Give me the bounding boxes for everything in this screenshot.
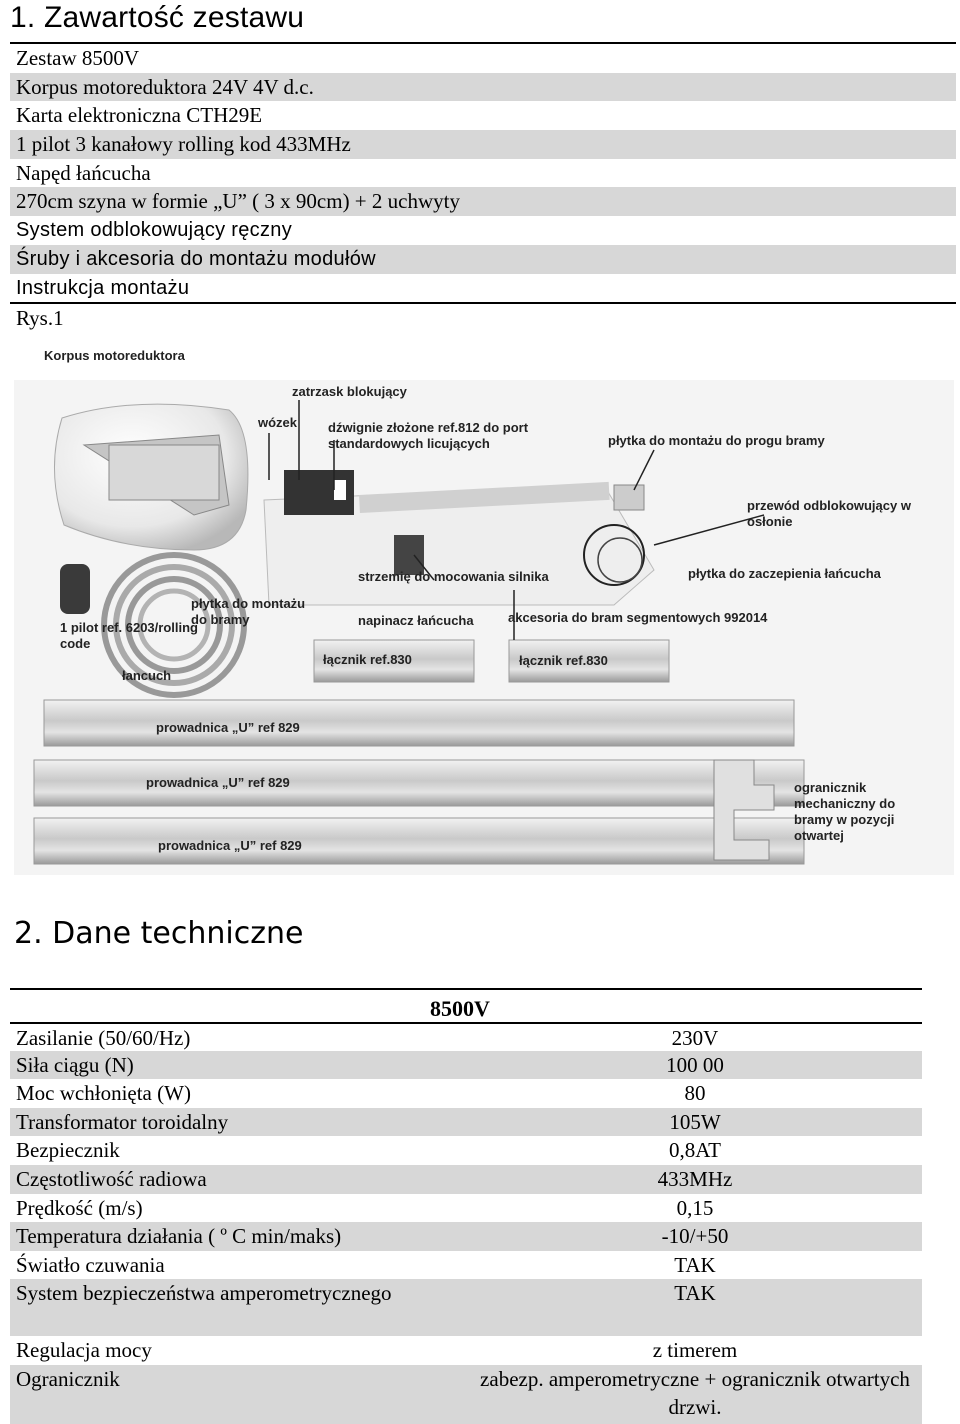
spec-key: Regulacja mocy <box>16 1338 152 1363</box>
specs-header <box>10 988 922 1022</box>
label-lacznik-2: łącznik ref.830 <box>519 653 608 668</box>
rail-3 <box>34 818 804 864</box>
spec-value: 80 <box>684 1081 706 1106</box>
list-item: Karta elektroniczna CTH29E <box>16 103 263 128</box>
spec-key: Światło czuwania <box>16 1252 165 1277</box>
spec-key: Ogranicznik <box>16 1366 120 1391</box>
list-item: Zestaw 8500V <box>16 46 140 70</box>
list-item: 1 pilot 3 kanałowy rolling kod 433MHz <box>10 130 956 159</box>
label-przewod: przewód odblokowujący w osłonie <box>747 498 911 529</box>
spec-value: zabezp. amperometryczne + ogranicznik otwartych drzwi. <box>480 1366 910 1419</box>
specs-table <box>10 988 922 1424</box>
label-lacznik-1: łącznik ref.830 <box>323 652 412 667</box>
list-item: Korpus motoreduktora 24V 4V d.c. <box>10 73 956 102</box>
label-dzwignie: dźwignie złożone ref.812 do port standardowych licujących <box>328 420 529 451</box>
spec-key: Transformator toroidalny <box>16 1109 229 1134</box>
spec-value: 433MHz <box>657 1166 733 1191</box>
spec-value: 230V <box>671 1026 719 1050</box>
spec-key: Częstotliwość radiowa <box>16 1166 207 1191</box>
label-plytka-prog: płytka do montażu do progu bramy <box>608 433 825 448</box>
model-name: 8500V <box>430 996 490 1021</box>
label-prowadnica-3: prowadnica „U” ref 829 <box>158 838 302 853</box>
table-row <box>10 1279 922 1336</box>
label-prowadnica-2: prowadnica „U” ref 829 <box>146 775 290 790</box>
contents-list <box>10 42 956 331</box>
list-item: System odblokowujący ręczny <box>16 219 292 242</box>
table-row <box>10 1194 922 1223</box>
table-row <box>10 1136 922 1165</box>
label-wozek: wózek <box>258 415 298 430</box>
spec-key: Temperatura działania ( º C min/maks) <box>16 1224 342 1249</box>
section-title-contents: 1. Zawartość zestawu <box>10 1 305 34</box>
spec-key: Bezpiecznik <box>16 1138 120 1163</box>
label-pilot: 1 pilot ref. 6203/rolling code <box>60 620 198 651</box>
figure-kit-contents <box>14 340 954 875</box>
label-korpus: Korpus motoreduktora <box>44 348 185 363</box>
section-title-specs: 2. Dane techniczne <box>14 916 304 951</box>
remote-control <box>60 564 90 614</box>
table-row <box>10 1022 922 1051</box>
label-strzemie: strzemię do mocowania silnika <box>358 569 549 584</box>
label-plytka-lancuch: płytka do zaczepienia łańcucha <box>688 566 881 581</box>
label-ogranicznik: ogranicznik mechaniczny do bramy w pozycji otwartej <box>794 780 896 843</box>
spec-value: 0,15 <box>676 1195 714 1220</box>
label-plytka-bramy: płytka do montażu do bramy <box>191 596 306 627</box>
spec-key: System bezpieczeństwa amperometrycznego <box>16 1281 392 1306</box>
spec-value: 105W <box>669 1109 721 1134</box>
spec-value: z timerem <box>652 1338 738 1363</box>
list-item: Śruby i akcesoria do montażu modułów <box>10 245 956 274</box>
label-prowadnica-1: prowadnica „U” ref 829 <box>156 720 300 735</box>
table-row <box>10 1165 922 1194</box>
label-akcesoria: akcesoria do bram segmentowych 992014 <box>508 610 768 625</box>
table-row <box>10 1079 922 1108</box>
list-item: Rys.1 <box>10 302 956 331</box>
spec-value: -10/+50 <box>661 1224 729 1249</box>
spec-key: Zasilanie (50/60/Hz) <box>16 1026 191 1050</box>
list-item: Instrukcja montażu <box>16 276 190 299</box>
spec-value: 0,8AT <box>669 1138 721 1163</box>
table-row <box>10 1365 922 1424</box>
motor-body <box>54 404 247 550</box>
spec-value: 100 00 <box>666 1052 724 1077</box>
spec-value: TAK <box>674 1281 716 1306</box>
list-item: Napęd łańcucha <box>16 160 151 185</box>
table-row <box>10 1051 922 1080</box>
label-zatrzask: zatrzask blokujący <box>292 384 407 399</box>
table-row <box>10 1222 922 1251</box>
label-napinacz: napinacz łańcucha <box>358 613 474 628</box>
spec-key: Moc wchłonięta (W) <box>16 1081 191 1106</box>
table-row <box>10 1108 922 1137</box>
label-lancuch: łancuch <box>122 668 172 683</box>
spec-key: Prędkość (m/s) <box>16 1195 143 1220</box>
list-item: 270cm szyna w formie „U” ( 3 x 90cm) + 2 uchwyty <box>10 187 956 216</box>
table-row <box>10 1336 922 1365</box>
spec-key: Siła ciągu (N) <box>16 1052 134 1077</box>
spec-value: TAK <box>674 1252 716 1277</box>
table-row <box>10 1251 922 1280</box>
